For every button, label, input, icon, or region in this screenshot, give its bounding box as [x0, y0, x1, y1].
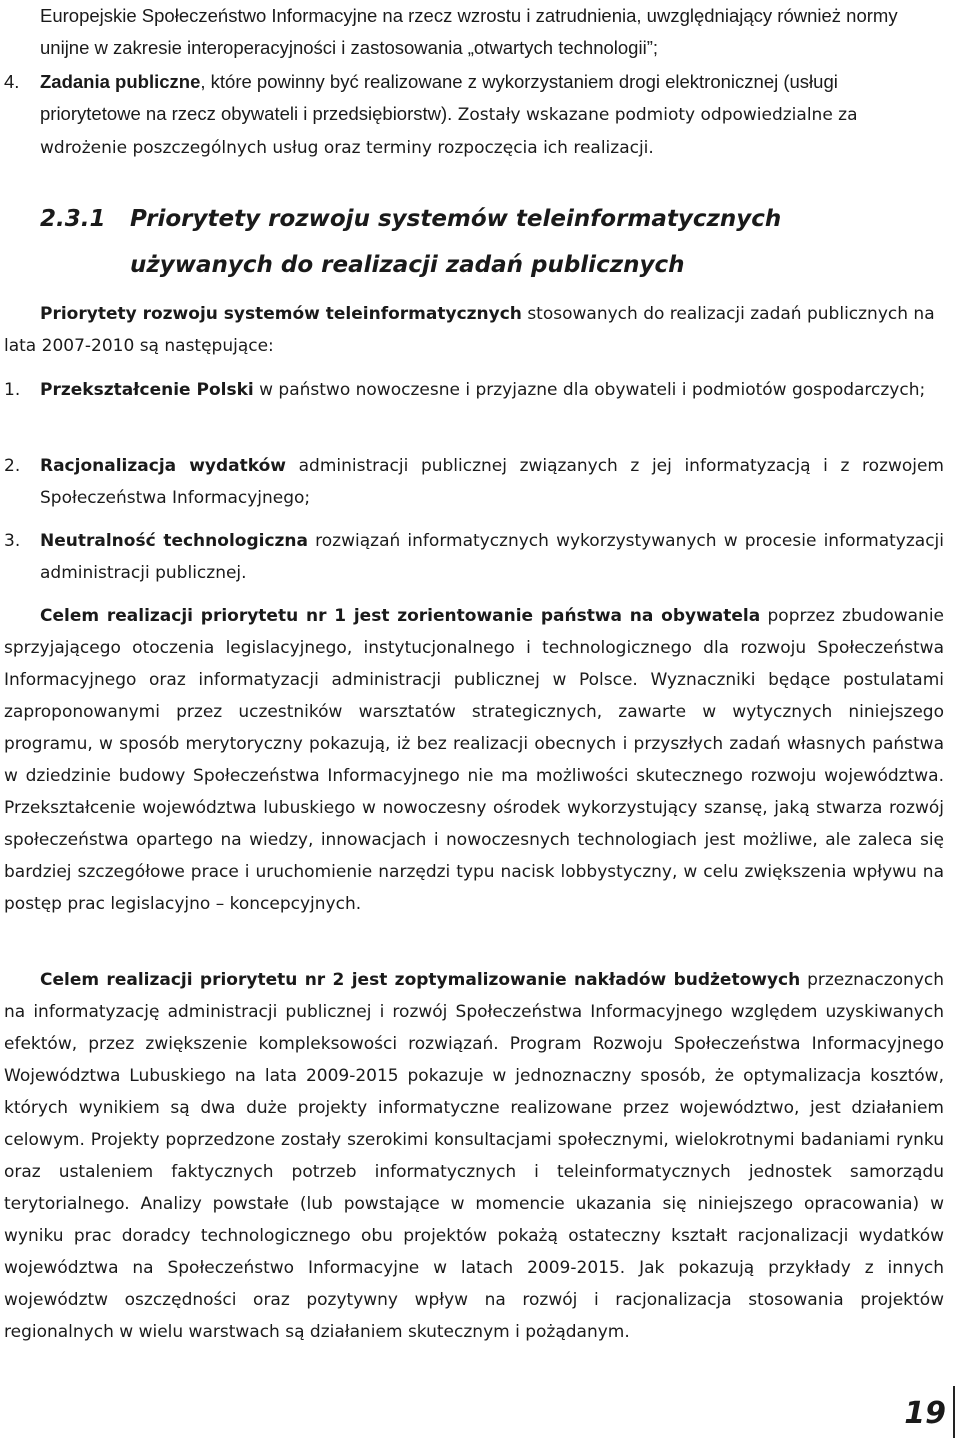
- intro-text: stosowanych do realizacji zadań publicznych na lata 2007-2010 są następujące:: [4, 304, 935, 356]
- list-item-text: [40, 66, 940, 164]
- list-number: 1.: [4, 380, 21, 400]
- page-number-divider: [953, 1386, 955, 1438]
- list-item-text: [40, 374, 944, 406]
- intro-bold: Priorytety rozwoju systemów teleinformatycznych: [40, 304, 522, 324]
- paragraph-bold: Celem realizacji priorytetu nr 1 jest zorientowanie państwa na obywatela: [40, 606, 761, 626]
- list-number: 2.: [4, 456, 21, 476]
- list-number: 4.: [4, 71, 20, 92]
- paragraph-text: poprzez zbudowanie sprzyjającego otoczenia legislacyjnego, instytucjonalnego i technologicznego dla rozwoju Społeczeństwa Informacyjnego oraz informatyzacji administracji publicznej w Polsce. Wyznaczniki będące postulatami zaproponowanymi przez uczestników warsztatów strategicznych, zawarte w wytycznych niniejszego programu, w sposób merytoryczny pokazują, iż bez realizacji obecnych i przyszłych zadań własnych państwa w dziedzinie budowy Społeczeństwa Informacyjnego nie ma możliwości skutecznego rozwoju województwa. Przekształcenie województwa lubuskiego w nowoczesny ośrodek wykorzystujący szansę, jaką stwarza rozwój społeczeństwa opartego na wiedzy, innowacjach i nowoczesnych technologiach jest możliwe, ale zaleca się bardziej szczegółowe prace i uruchomienie narzędzi typu nacisk lobbystyczny, w celu zwiększenia wpływu na postęp prac legislacyjno – koncepcyjnych.: [4, 606, 945, 914]
- paragraph-priority-2: [4, 964, 944, 1348]
- section-title: Priorytety rozwoju systemów teleinformatycznych używanych do realizacji zadań publicznych: [130, 206, 782, 278]
- list-item-text: [40, 525, 944, 589]
- list-item-text: [40, 450, 944, 514]
- list-item-rest: w państwo nowoczesne i przyjazne dla obywateli i podmiotów gospodarczych;: [253, 380, 926, 400]
- list-item-rest-2: Zostały wskazane podmioty odpowiedzialne za wdrożenie poszczególnych usług oraz terminy rozpoczęcia ich realizacji.: [40, 105, 858, 158]
- list-item-bold: Neutralność technologiczna: [40, 531, 308, 551]
- page-number: 19: [904, 1396, 946, 1431]
- list-item-bold: Zadania publiczne: [40, 71, 201, 92]
- list-number: 3.: [4, 531, 21, 551]
- list-item-bold: Przekształcenie Polski: [40, 380, 254, 400]
- list-item-continuation: [40, 0, 940, 64]
- list-item-rest: , które powinny być realizowane z wykorzystaniem drogi elektronicznej (usługi priorytetowe na rzecz obywateli i przedsiębiorstw).: [40, 71, 838, 124]
- continuation-text: Europejskie Społeczeństwo Informacyjne na rzecz wzrostu i zatrudnienia, uwzględniający również normy unijne w zakresie interoperacyjności i zastosowania „otwartych technologii”;: [40, 5, 898, 58]
- list-item-bold: Racjonalizacja wydatków: [40, 456, 287, 476]
- paragraph-text: przeznaczonych na informatyzację administracji publicznej i rozwój Społeczeństwa Informacyjnego względem uzyskiwanych efektów, przez zwiększenie kompleksowości rozwiązań. Program Rozwoju Społeczeństwa Informacyjnego Województwa Lubuskiego na lata 2009-2015 pokazuje w jednoznaczny sposób, że optymalizacja kosztów, których wynikiem są dwa duże projekty informatyczne realizowane przez województwo, jest działaniem celowym. Projekty poprzedzone zostały szerokimi konsultacjami społecznymi, wielokrotnymi badaniami rynku oraz ustaleniem faktycznych potrzeb informatycznych i teleinformatycznych jednostek samorządu terytorialnego. Analizy powstałe (lub powstające w momencie ukazania się niniejszego opracowania) w wyniku prac doradcy technologicznego obu projektów pokażą ostateczny kształt racjonalizacji wydatków województwa na Społeczeństwo Informacyjne w latach 2009-2015. Jak pokazują przykłady z innych województw oszczędności oraz pozytywny wpływ na rozwój i racjonalizacja stosowania projektów regionalnych w wielu warstwach są działaniem skutecznym i pożądanym.: [4, 970, 944, 1342]
- paragraph-priority-1: [4, 600, 944, 920]
- section-number: 2.3.1: [40, 206, 106, 232]
- list-item-rest: rozwiązań informatycznych wykorzystywanych w procesie informatyzacji administracji publicznej.: [40, 531, 944, 583]
- list-item-rest: administracji publicznej związanych z jej informatyzacją i z rozwojem Społeczeństwa Informacyjnego;: [40, 456, 944, 508]
- paragraph-bold: Celem realizacji priorytetu nr 2 jest zoptymalizowanie nakładów budżetowych: [40, 970, 801, 990]
- intro-paragraph: [4, 298, 944, 362]
